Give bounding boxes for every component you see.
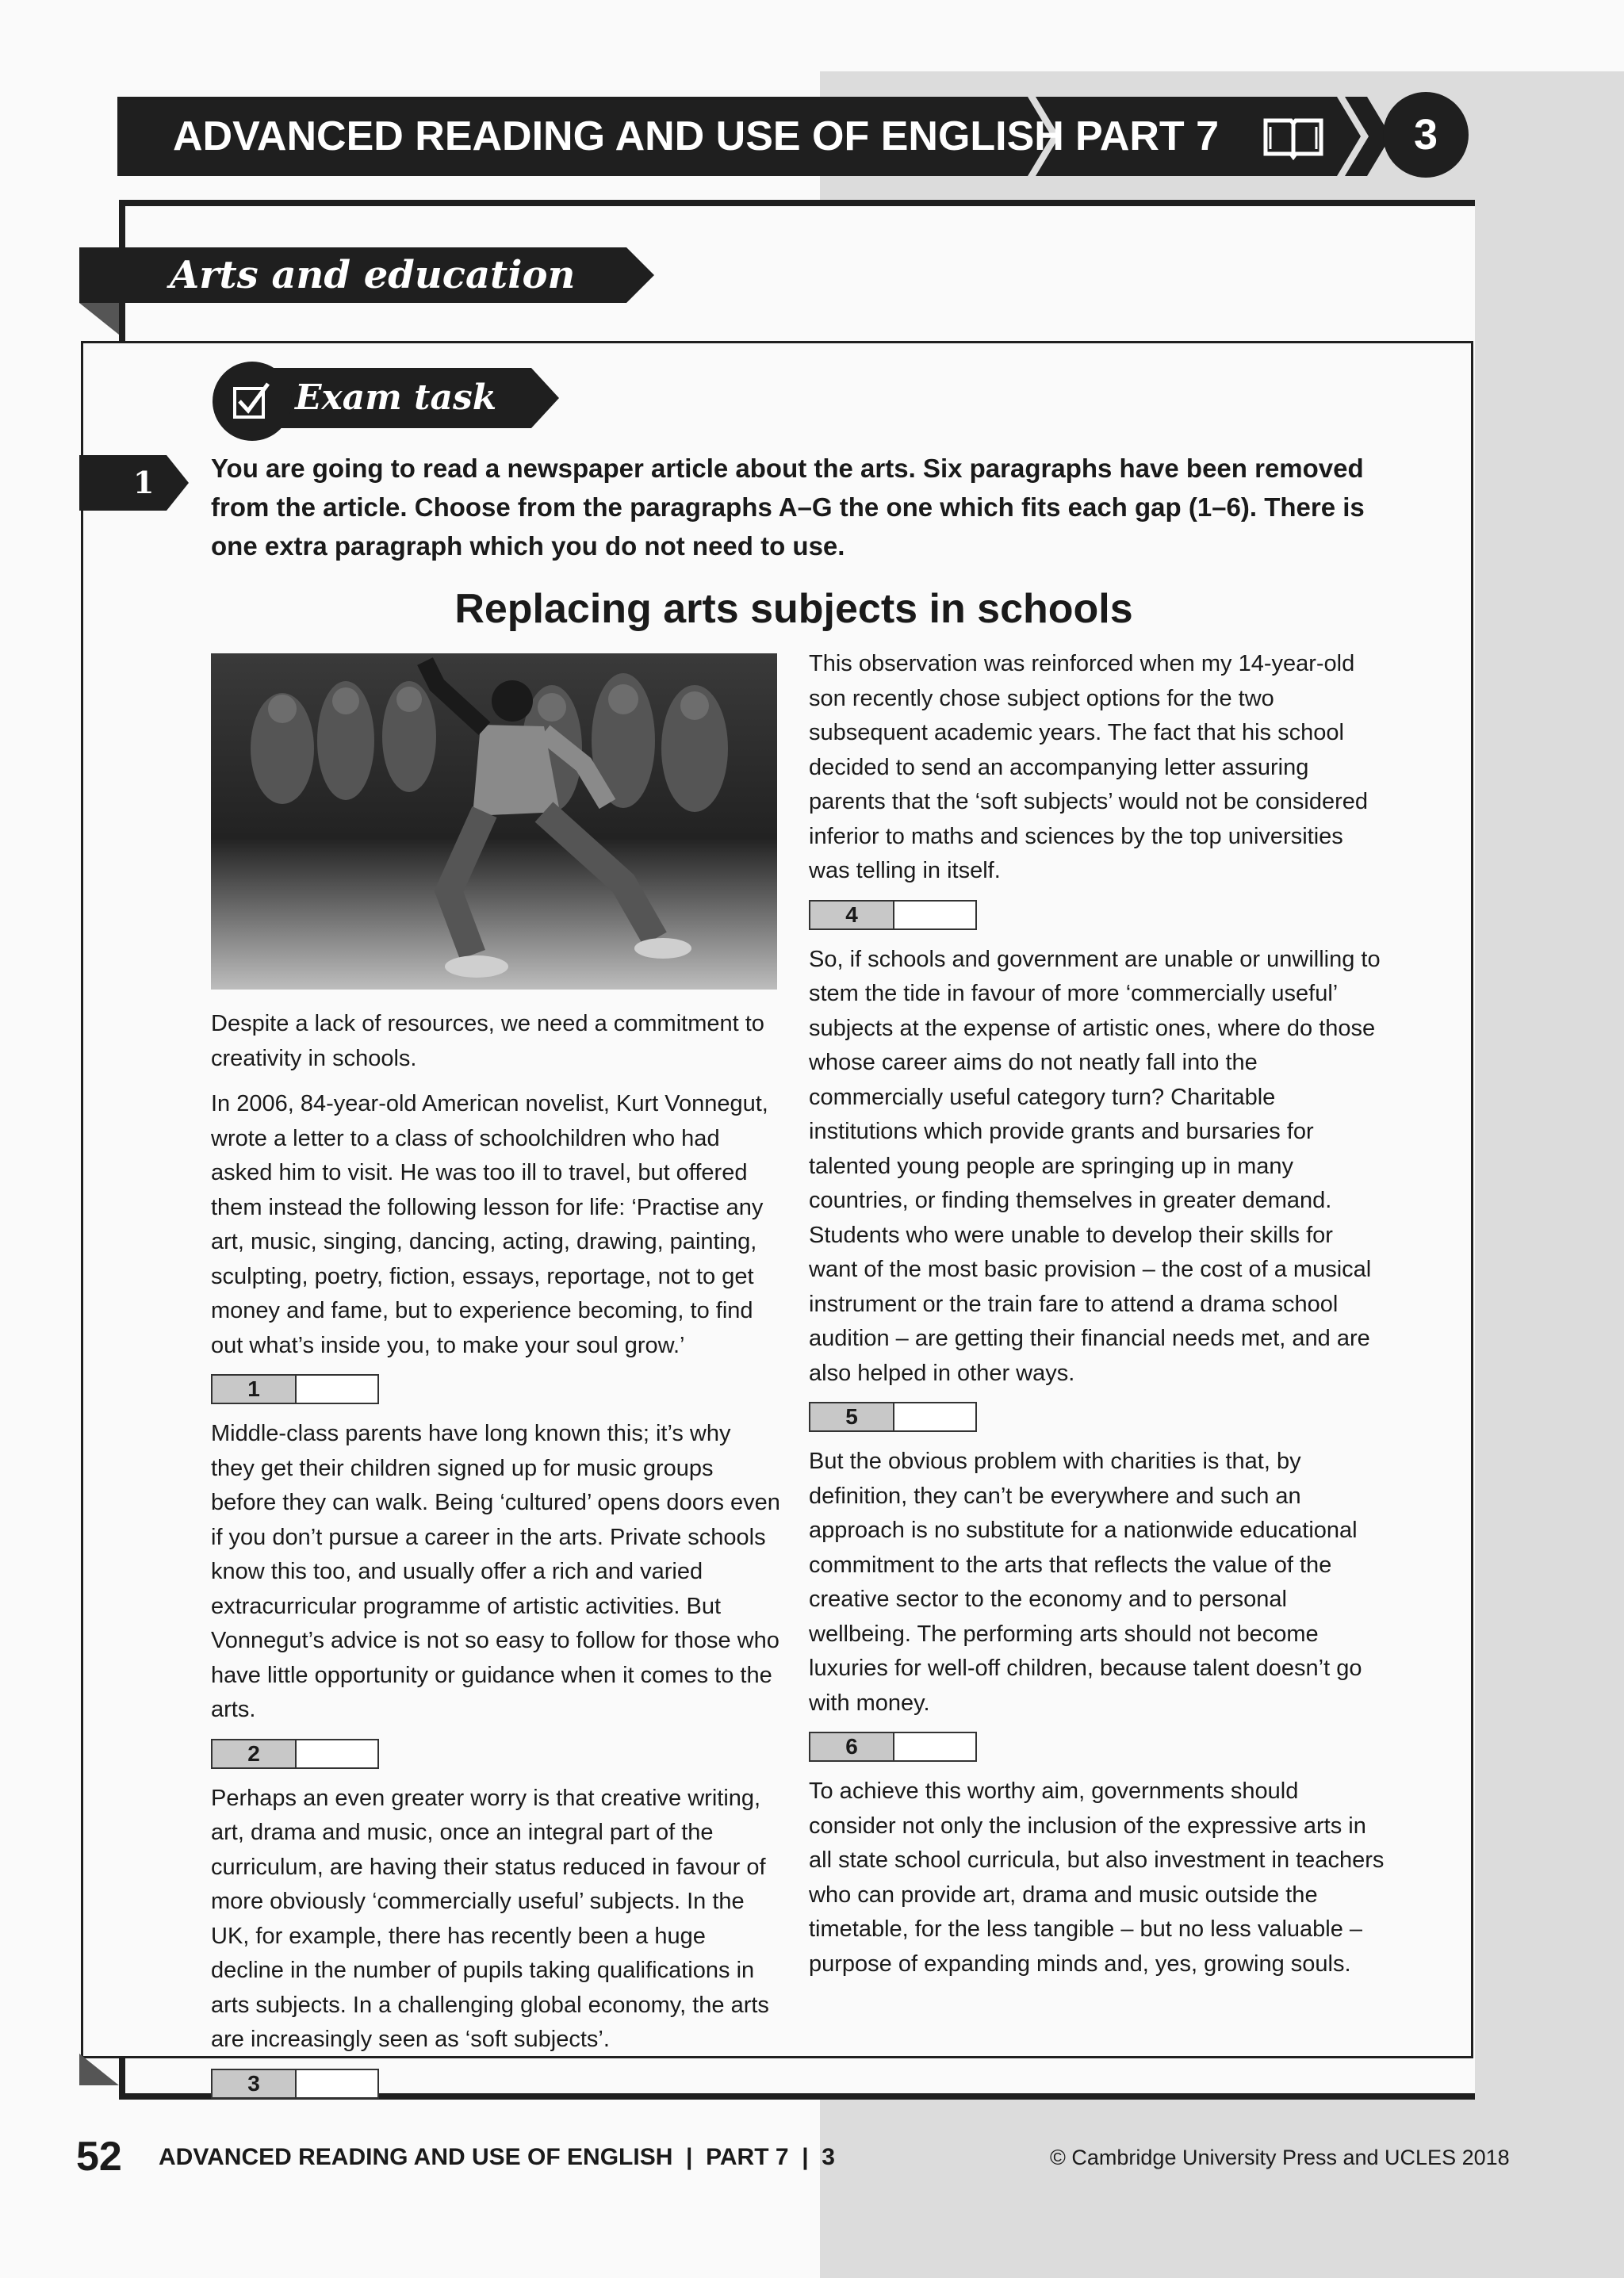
gap-box-1[interactable] — [211, 1374, 379, 1404]
gap-number: 2 — [213, 1740, 297, 1767]
footer-running-title: ADVANCED READING AND USE OF ENGLISH | PART 7 | 3 — [159, 2144, 835, 2170]
header-title: ADVANCED READING AND USE OF ENGLISH — [173, 113, 1064, 159]
gap-answer-field[interactable] — [297, 2070, 377, 2097]
task-instructions: You are going to read a newspaper article about the arts. Six paragraphs have been removed from the article. Choose from the paragraphs A–G the one which fits each gap (1–6). There is one extra paragraph which you do not need to use. — [211, 454, 1365, 561]
gap-answer-field[interactable] — [894, 902, 975, 928]
article-left-column — [211, 1007, 780, 2111]
paragraph: But the obvious problem with charities is that, by definition, they can’t be everywhere and such an approach is no substitute for a nationwide educational commitment to the arts that reflects the value of the creative sector to the economy and to personal wellbeing. The performing arts should not become luxuries for well-off children, because talent doesn’t go with money. — [809, 1449, 1362, 1716]
frame-corner-tab — [79, 2054, 127, 2088]
gap-box-2[interactable] — [211, 1739, 379, 1769]
gap-number: 3 — [213, 2070, 297, 2097]
gap-answer-field[interactable] — [894, 1403, 975, 1430]
gap-number: 1 — [213, 1376, 297, 1403]
gap-answer-field[interactable] — [894, 1733, 975, 1760]
exam-task-title: Exam task — [295, 377, 497, 418]
gap-box-6[interactable] — [809, 1732, 977, 1762]
gap-box-5[interactable] — [809, 1402, 977, 1432]
gap-answer-field[interactable] — [297, 1376, 377, 1403]
gap-box-3[interactable] — [211, 2069, 379, 2099]
question-number: 1 — [133, 465, 155, 500]
gap-box-4[interactable] — [809, 900, 977, 930]
article-right-column — [809, 647, 1388, 1993]
gap-answer-field[interactable] — [297, 1740, 377, 1767]
paragraph: Perhaps an even greater worry is that creative writing, art, drama and music, once an integral part of the curriculum, are having their status reduced in favour of more obviously ‘commercially useful’ subjects. In the UK, for example, there has recently been a huge decline in the number of pupils taking qualifications in arts subjects. In a challenging global economy, the arts are increasingly seen as ‘soft subjects’. — [211, 1785, 769, 2052]
section-title: Arts and education — [170, 253, 576, 297]
article-intro: Despite a lack of resources, we need a commitment to creativity in schools. — [211, 1011, 764, 1071]
paragraph: This observation was reinforced when my 14-year-old son recently chose subject options for the two subsequent academic years. The fact that his school decided to send an accompanying letter assuring parents that the ‘soft subjects’ would not be considered inferior to maths and sciences by the top universities was telling in itself. — [809, 651, 1369, 883]
paragraph: In 2006, 84-year-old American novelist, Kurt Vonnegut, wrote a letter to a class of schoolchildren who had asked him to visit. He was too ill to travel, but offered them instead the following lesson for life: ‘Practise any art, music, singing, dancing, acting, drawing, painting, sculpting, poetry, fiction, essays, reportage, not to get money and fame, but to experience becoming, to find out what’s inside you, to make your soul grow.’ — [211, 1091, 768, 1358]
paragraph: So, if schools and government are unable or unwilling to stem the tide in favour of more ‘commercially useful’ subjects at the expense of artistic ones, where do those whose career aims do not neatly fall into the commercially useful category turn? Charitable institutions which provide grants and bursaries for talented young people are springing up in many countries, or finding themselves in greater demand. Students who were unable to develop their skills for want of the most basic provision – the cost of a musical instrument or the train fare to attend a drama school audition – are getting their financial needs met, and are also helped in other ways. — [809, 946, 1381, 1386]
paragraph: Middle-class parents have long known this; it’s why they get their children signed up for music groups before they can walk. Being ‘cultured’ opens doors even if you don’t pursue a career in the arts. Private schools know this too, and usually offer a rich and varied extracurricular programme of artistic activities. But Vonnegut’s advice is not so easy to follow for those who have little opportunity or guidance when it comes to the arts. — [211, 1421, 780, 1722]
checkbox-icon — [227, 376, 278, 427]
header-part-label: PART 7 — [1075, 113, 1220, 159]
book-icon — [1262, 116, 1324, 160]
gap-number: 4 — [810, 902, 894, 928]
copyright-notice: © Cambridge University Press and UCLES 2018 — [1050, 2146, 1510, 2169]
gap-number: 6 — [810, 1733, 894, 1760]
unit-number-badge: 3 — [1383, 92, 1469, 178]
article-title: Replacing arts subjects in schools — [454, 586, 1133, 632]
dancer-image — [211, 653, 777, 990]
gap-number: 5 — [810, 1403, 894, 1430]
paragraph: To achieve this worthy aim, governments should consider not only the inclusion of the expressive arts in all state school curricula, but also investment in teachers who can provide art, drama and music outside the timetable, for the less tangible – but no less valuable – purpose of expanding minds and, yes, growing souls. — [809, 1778, 1385, 1977]
dance-photo — [211, 653, 777, 990]
page-number: 52 — [76, 2134, 122, 2180]
